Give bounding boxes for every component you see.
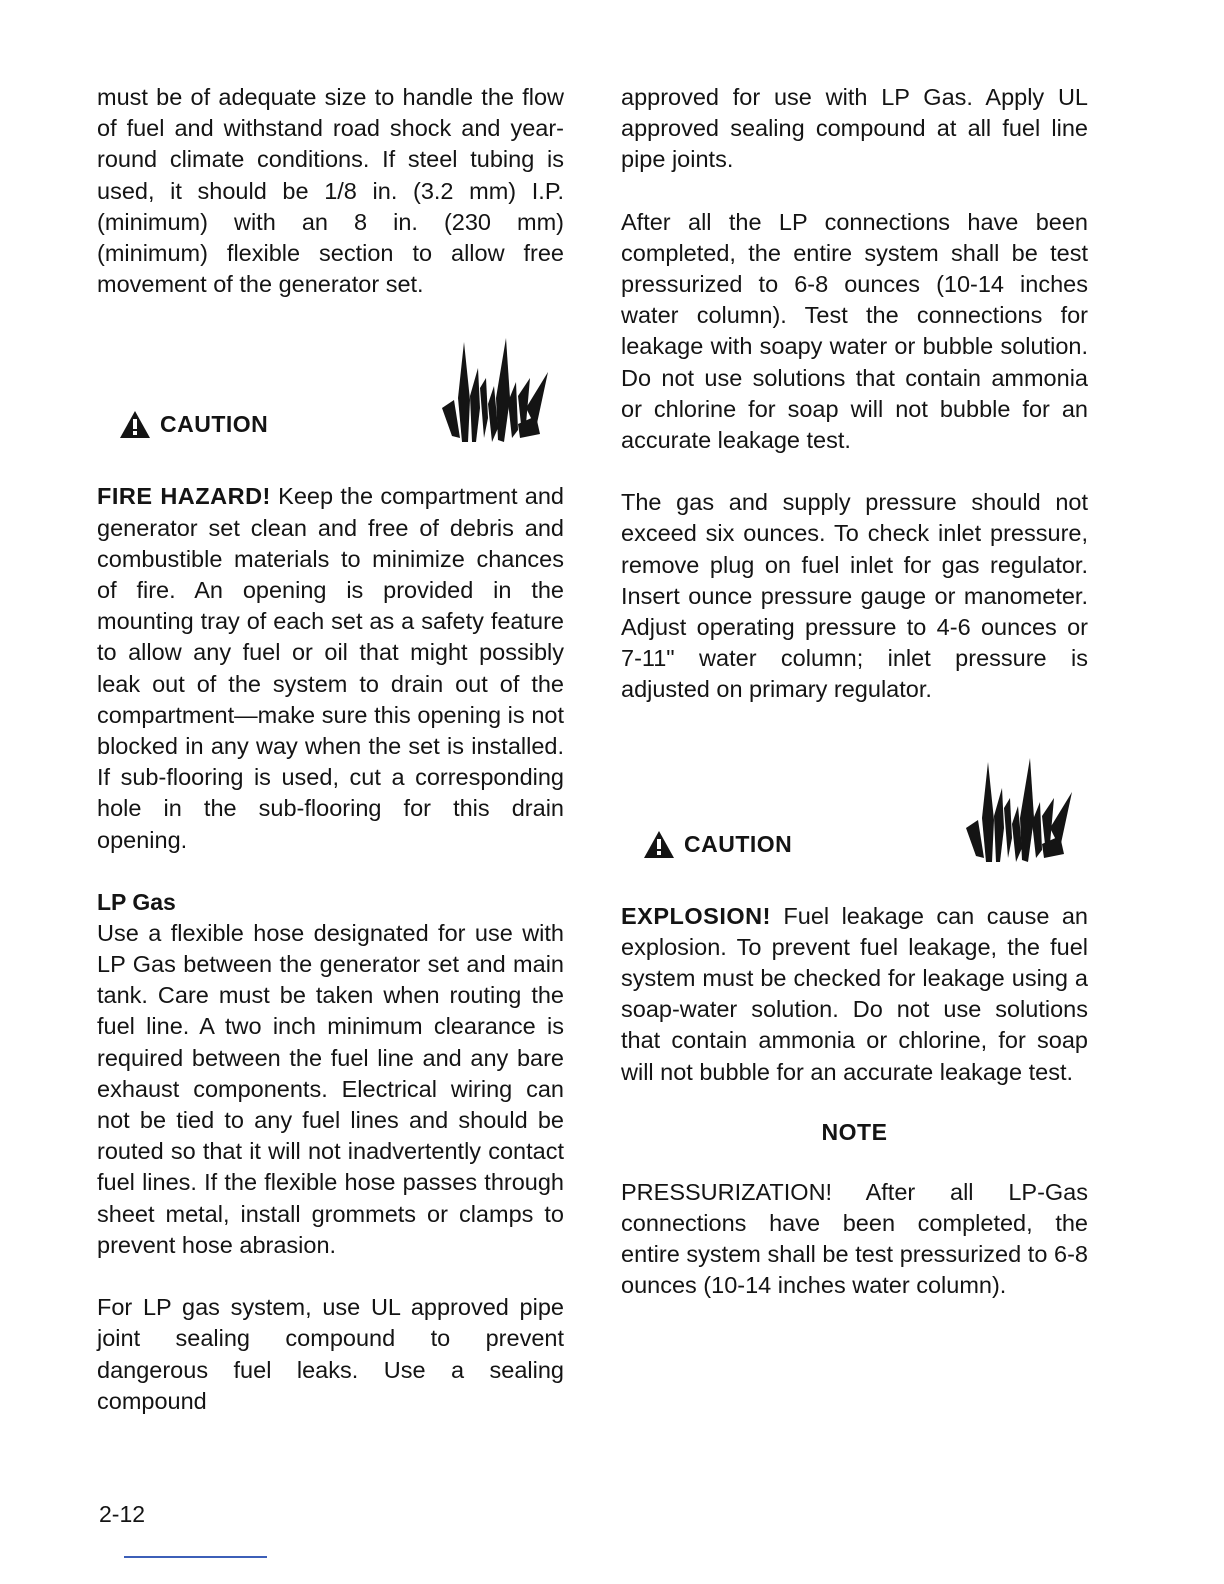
explosion-text: Fuel leakage can cause an explosion. To prevent fuel leakage, the fuel system must be checked for leakage using a soap-water solution. Do not use solutions that contain ammonia or chlorine, for soap will not bubble for an accurate leakage test. (621, 902, 1088, 1085)
fire-hazard-lead: FIRE HAZARD! (97, 483, 271, 510)
lp-system-paragraph: For LP gas system, use UL approved pipe joint sealing compound to prevent dangerous fuel leaks. Use a sealing compound (97, 1294, 564, 1414)
warning-triangle-icon (120, 411, 150, 438)
warning-triangle-icon (644, 831, 674, 858)
caution-header-explosion (621, 706, 1088, 870)
left-column (97, 82, 564, 1417)
explosion-hazard-icon (964, 758, 1076, 870)
fire-hazard-icon (440, 338, 552, 450)
page-number: 2-12 (99, 1501, 146, 1527)
caution-label: CAUTION (644, 831, 792, 858)
sealing-compound-paragraph: approved for use with LP Gas. Apply UL approved sealing compound at all fuel line pipe joints. (621, 84, 1088, 173)
fire-hazard-paragraph (97, 481, 564, 855)
test-pressure-paragraph: After all the LP connections have been completed, the entire system shall be test pressurized to 6-8 ounces (10-14 inches water column). Test the connections for leakage with soapy water or bubble solution. Do not use solutions that contain ammonia or chlorine for soap will not bubble for an accurate leakage test. (621, 208, 1088, 454)
explosion-lead: EXPLOSION! (621, 902, 771, 929)
explosion-paragraph (621, 901, 1088, 1088)
lp-gas-heading: LP Gas (97, 888, 176, 915)
caution-label: CAUTION (120, 411, 268, 438)
caution-header-fire (97, 300, 564, 450)
supply-pressure-paragraph: The gas and supply pressure should not exceed six ounces. To check inlet pressure, remove plug on fuel inlet for gas regulator. Insert ounce pressure gauge or manometer. Adjust operating pressure to 4-6 ounces or 7-11" water column; inlet pressure is adjusted on primary regulator. (621, 489, 1088, 703)
note-heading: NOTE (821, 1118, 888, 1145)
footer-rule (124, 1556, 267, 1558)
note-paragraph: PRESSURIZATION! After all LP-Gas connections have been completed, the entire system shall be test pressurized to 6-8 ounces (10-14 inches water column). (621, 1178, 1088, 1299)
lp-gas-paragraph: Use a flexible hose designated for use with LP Gas between the generator set and main tank. Care must be taken when routing the fuel line. A two inch minimum clearance is required between the fuel line and any bare exhaust components. Electrical wiring can not be tied to any fuel lines and should be routed so that it will not inadvertently contact fuel lines. If the flexible hose passes through sheet metal, install grommets or clamps to prevent hose abrasion. (97, 919, 564, 1258)
fuel-line-paragraph: must be of adequate size to handle the flow of fuel and withstand road shock and year-round climate conditions. If steel tubing is used, it should be 1/8 in. (3.2 mm) I.P. (minimum) with an 8 in. (230 mm) (minimum) flexible section to allow free movement of the generator set. (97, 84, 564, 298)
right-column (621, 82, 1088, 1302)
fire-hazard-text: Keep the compartment and generator set clean and free of debris and combustible materials to minimize chances of fire. An opening is provided in the mounting tray of each set as a safety feature to allow any fuel or oil that might possibly leak out of the system to drain out of the compartment—make sure this opening is not blocked in any way when the set is installed. If sub-flooring is used, cut a corresponding hole in the sub-flooring for this drain opening. (97, 483, 564, 853)
